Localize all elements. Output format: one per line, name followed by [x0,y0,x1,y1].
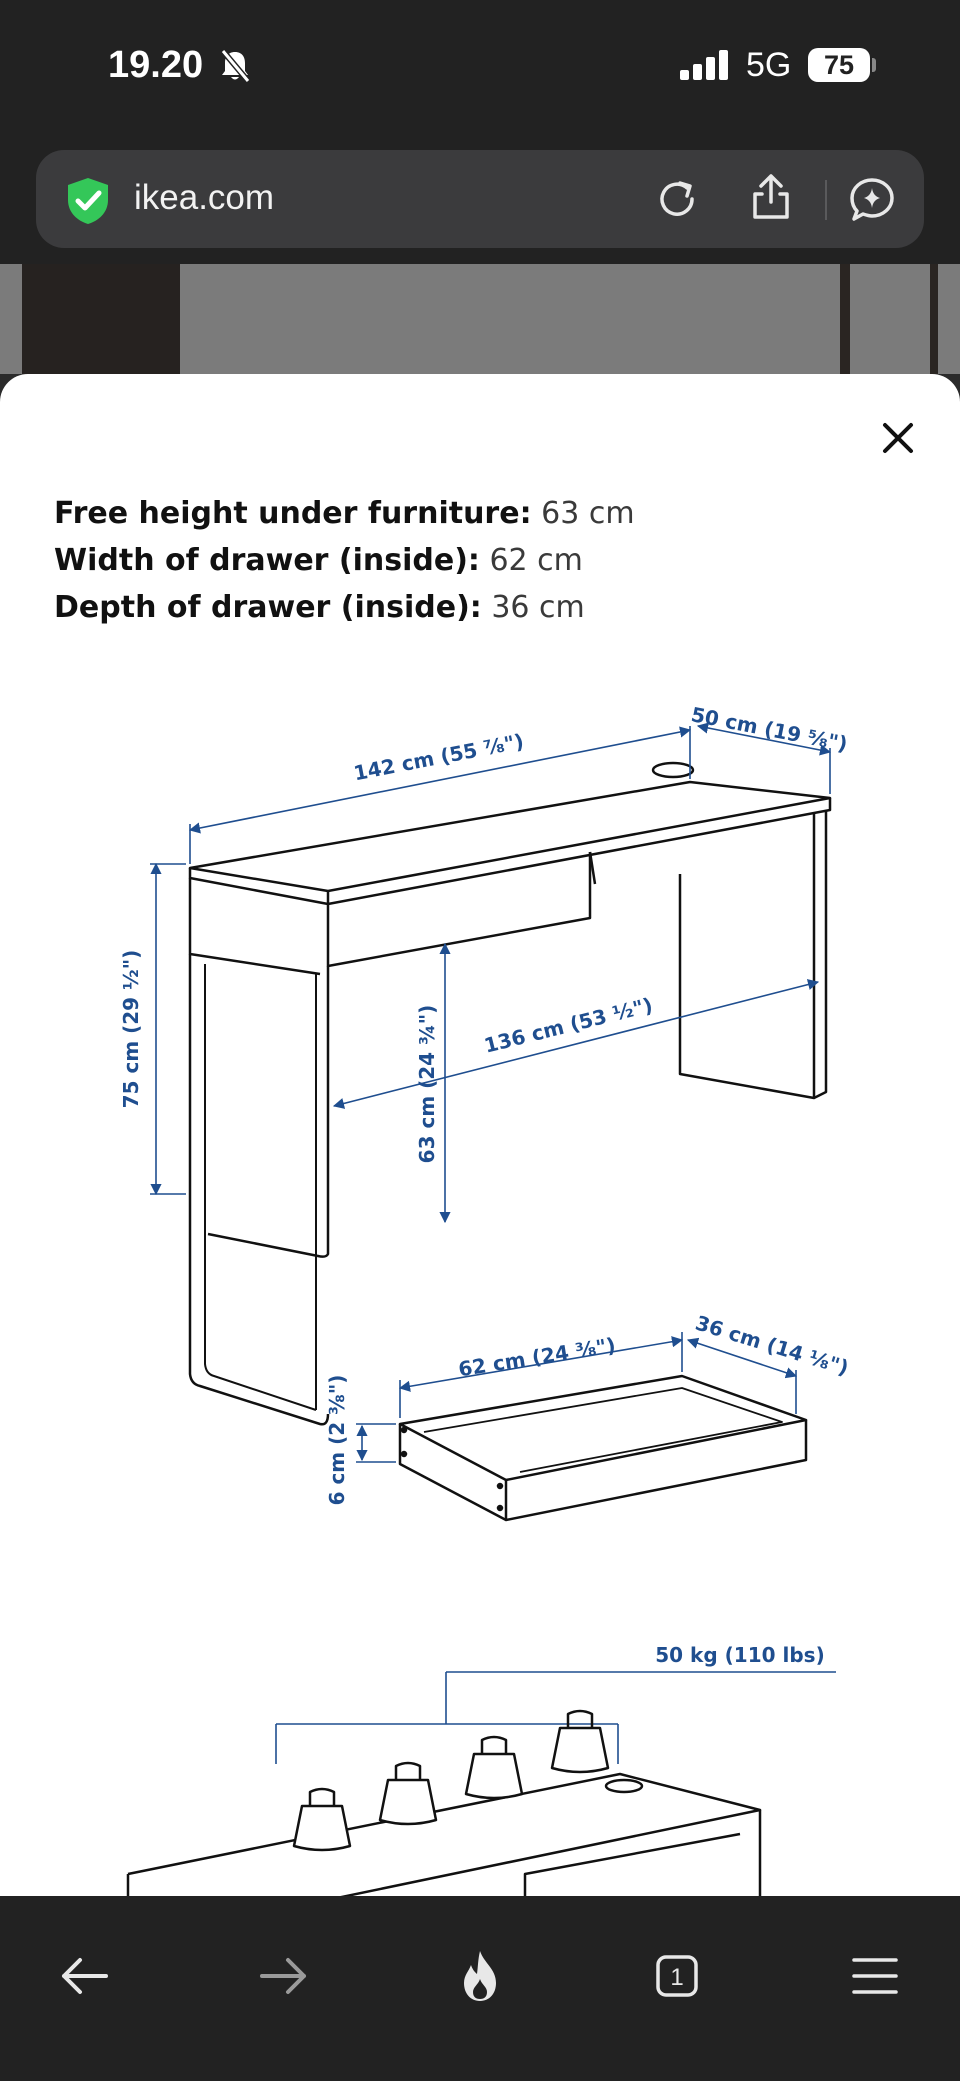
spec-value: 63 cm [531,496,635,531]
share-icon[interactable] [748,172,794,226]
spec-label: Width of drawer (inside): [54,543,480,578]
tab-count: 1 [670,1964,684,1991]
cellular-signal-icon [680,50,732,84]
desk-inner-width-label: 136 cm (53 ½") [481,992,655,1058]
drawer-depth-label: 36 cm (14 ⅛") [692,1310,852,1380]
status-bar [0,0,960,140]
desk-height-label: 75 cm (29 ½") [119,949,143,1109]
load-label: 50 kg (110 lbs) [655,1643,825,1667]
bell-slash-icon [218,48,252,88]
browser-bottom-bar [0,1896,960,2081]
spec-value: 36 cm [481,590,585,625]
desk-depth-label: 50 cm (19 ⅝") [689,702,850,757]
backdrop-desk-leg [22,264,180,374]
backdrop-desk-leg [840,264,850,374]
hamburger-menu-icon [852,1956,898,1996]
desk-width-label: 142 cm (55 ⅞") [351,728,526,786]
forward-button[interactable] [244,1936,324,2016]
fire-button[interactable] [440,1936,520,2016]
url-text[interactable]: ikea.com [134,178,275,217]
page-backdrop [0,264,960,374]
browser-toolbar [0,140,960,264]
tabs-icon [655,1954,699,1998]
arrow-right-icon [258,1954,310,1998]
menu-button[interactable] [835,1936,915,2016]
desk-free-height-label: 63 cm (24 ¾") [415,1004,439,1164]
chat-sparkle-icon[interactable] [848,176,896,228]
address-bar[interactable] [36,150,924,248]
arrow-left-icon [58,1954,110,1998]
spec-label: Free height under furniture: [54,496,532,531]
flame-icon [456,1949,504,2003]
battery-indicator: 75 [808,48,870,82]
drawer-illustration [400,1376,806,1520]
measurements-sheet [0,374,960,1896]
load-desk-illustration [128,1774,760,1896]
tabs-button[interactable] [637,1936,717,2016]
spec-label: Depth of drawer (inside): [54,590,482,625]
drawer-height-label: 6 cm (2 ⅜") [325,1374,349,1506]
battery-tip [872,58,876,72]
back-button[interactable] [44,1936,124,2016]
backdrop-desk-leg [930,264,938,374]
drawer-width-label: 62 cm (24 ⅜") [456,1332,618,1382]
status-time: 19.20 [108,44,204,86]
toolbar-separator [825,180,827,220]
dimension-diagram [0,374,960,1896]
reload-icon[interactable] [654,176,700,226]
spec-value: 62 cm [479,543,583,578]
network-label: 5G [746,46,792,84]
shield-check-icon[interactable] [64,176,112,230]
